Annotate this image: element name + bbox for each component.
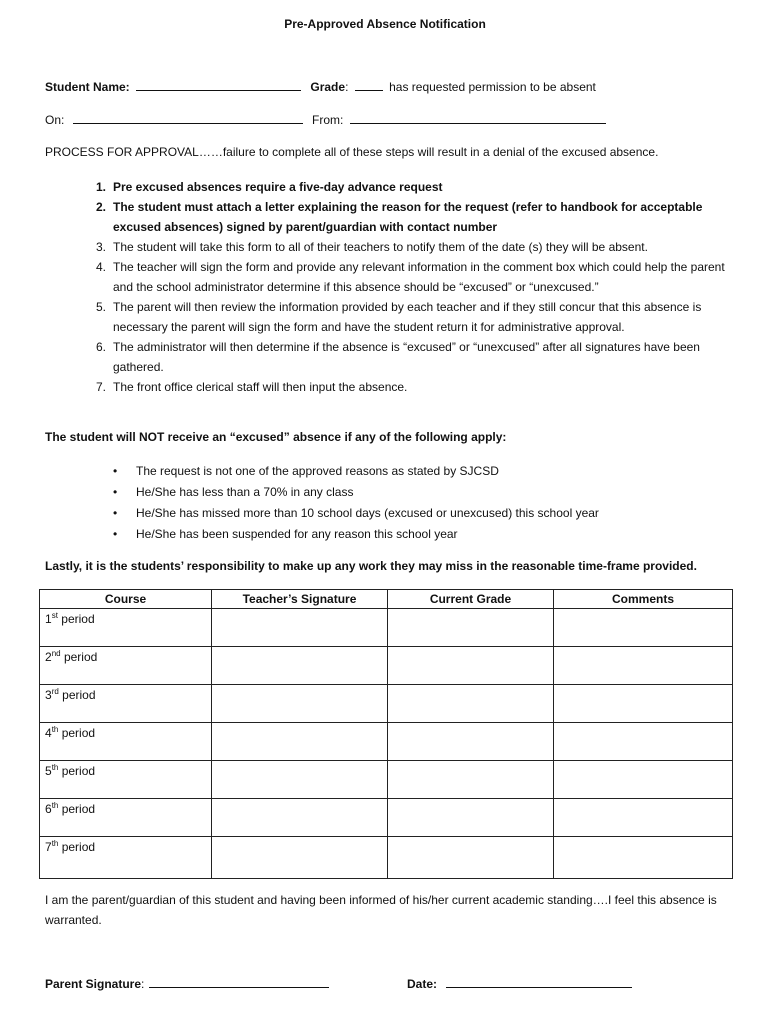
responsibility-note: Lastly, it is the students’ responsibility to make up any work they may miss in the reasonable time-frame provided.: [45, 559, 697, 573]
on-label: On:: [45, 113, 65, 127]
current-grade-header: Current Grade: [388, 590, 554, 609]
period-cell: [40, 837, 212, 879]
comments-cell[interactable]: [554, 609, 733, 647]
condition-text: He/She has been suspended for any reason this school year: [136, 527, 458, 541]
teacher-signature-cell[interactable]: [212, 609, 388, 647]
current-grade-cell[interactable]: [388, 647, 554, 685]
period-number: 3: [45, 688, 52, 702]
step-item: [88, 237, 728, 257]
table-row: [40, 761, 733, 799]
step-item: [88, 257, 728, 297]
date-label: Date:: [407, 977, 438, 991]
comments-cell[interactable]: [554, 761, 733, 799]
table-row: [40, 609, 733, 647]
period-cell: [40, 685, 212, 723]
table-header-row: [40, 590, 733, 609]
period-cell: [40, 799, 212, 837]
bullet-icon: •: [113, 527, 118, 541]
step-text: The parent will then review the information provided by each teacher and if they still concur that this absence is necessary the parent will sign the form and have the student return it for administrative approval.: [113, 300, 702, 334]
teacher-signature-cell[interactable]: [212, 799, 388, 837]
step-number: 4.: [95, 260, 106, 274]
teacher-signature-header: Teacher’s Signature: [212, 590, 388, 609]
period-number: 6: [45, 802, 52, 816]
condition-item: [113, 524, 599, 545]
teacher-signature-cell[interactable]: [212, 685, 388, 723]
period-word: period: [62, 688, 96, 702]
period-cell: [40, 609, 212, 647]
date-range-row: [45, 112, 606, 127]
teacher-signature-cell[interactable]: [212, 837, 388, 879]
period-cell: [40, 647, 212, 685]
condition-item: [113, 461, 599, 482]
period-number: 1: [45, 612, 52, 626]
period-cell: [40, 723, 212, 761]
teacher-signature-cell[interactable]: [212, 723, 388, 761]
student-name-label: Student Name:: [45, 80, 130, 94]
course-header: Course: [40, 590, 212, 609]
from-date-field[interactable]: [350, 112, 606, 124]
period-suffix: th: [51, 839, 59, 848]
period-suffix: rd: [51, 687, 59, 696]
parent-signature-row: Parent Signature:: [45, 976, 329, 991]
table-row: [40, 799, 733, 837]
step-item: [88, 337, 728, 377]
date-field[interactable]: [446, 976, 632, 988]
teacher-signature-cell[interactable]: [212, 761, 388, 799]
step-number: 3.: [95, 240, 106, 254]
period-suffix: th: [51, 725, 59, 734]
comments-header: Comments: [554, 590, 733, 609]
period-word: period: [61, 726, 96, 740]
condition-item: [113, 482, 599, 503]
step-item: [88, 197, 728, 237]
form-title: Pre-Approved Absence Notification: [284, 17, 486, 31]
step-item: [88, 297, 728, 337]
period-word: period: [61, 612, 95, 626]
step-number: 2.: [95, 200, 106, 214]
period-suffix: nd: [51, 649, 61, 658]
bullet-icon: •: [113, 485, 118, 499]
parent-statement: I am the parent/guardian of this student and having been informed of his/her current academic standing….I feel this absence is warranted.: [45, 893, 717, 927]
period-suffix: th: [51, 801, 59, 810]
comments-cell[interactable]: [554, 799, 733, 837]
step-item: [88, 177, 728, 197]
student-info-row: [45, 79, 596, 94]
comments-cell[interactable]: [554, 837, 733, 879]
process-text: PROCESS FOR APPROVAL……failure to complete all of these steps will result in a denial of the excused absence.: [45, 145, 659, 159]
condition-text: He/She has missed more than 10 school days (excused or unexcused) this school year: [136, 506, 599, 520]
approval-steps-list: [88, 177, 728, 397]
table-row: [40, 837, 733, 879]
period-suffix: st: [51, 611, 58, 620]
step-text: Pre excused absences require a five-day advance request: [113, 180, 443, 194]
condition-text: He/She has less than a 70% in any class: [136, 485, 354, 499]
parent-signature-field[interactable]: [149, 976, 329, 988]
grade-label: Grade: [310, 80, 346, 94]
step-number: 7.: [95, 380, 106, 394]
grade-field[interactable]: [355, 79, 383, 91]
step-text: The teacher will sign the form and provide any relevant information in the comment box which could help the parent and the school administrator determine if this absence should be “excused” or “unexcused.”: [113, 260, 725, 294]
table-row: [40, 647, 733, 685]
step-text: The front office clerical staff will then input the absence.: [113, 380, 408, 394]
step-text: The student must attach a letter explaining the reason for the request (refer to handbook for acceptable excused absences) signed by parent/guardian with contact number: [113, 200, 703, 234]
period-word: period: [61, 802, 96, 816]
period-number: 2: [45, 650, 52, 664]
period-number: 4: [45, 726, 52, 740]
step-text: The administrator will then determine if the absence is “excused” or “unexcused” after all signatures have been gathered.: [113, 340, 700, 374]
comments-cell[interactable]: [554, 685, 733, 723]
date-row: [407, 976, 632, 991]
period-number: 5: [45, 764, 52, 778]
step-number: 6.: [95, 340, 106, 354]
period-word: period: [63, 650, 98, 664]
bullet-icon: •: [113, 464, 118, 478]
condition-text: The request is not one of the approved reasons as stated by SJCSD: [136, 464, 499, 478]
period-word: period: [61, 764, 96, 778]
table-row: [40, 723, 733, 761]
period-suffix: th: [51, 763, 59, 772]
parent-signature-label: Parent Signature: [45, 977, 142, 991]
step-number: 1.: [95, 180, 106, 194]
current-grade-cell[interactable]: [388, 837, 554, 879]
comments-cell[interactable]: [554, 647, 733, 685]
from-label: From:: [312, 113, 344, 127]
not-excused-conditions-list: [113, 461, 599, 545]
teacher-signature-table: [39, 589, 733, 879]
grade-colon: :: [345, 80, 349, 94]
step-text: The student will take this form to all of their teachers to notify them of the date (s) they will be absent.: [113, 240, 648, 254]
period-number: 7: [45, 840, 52, 854]
condition-item: [113, 503, 599, 524]
current-grade-cell[interactable]: [388, 685, 554, 723]
comments-cell[interactable]: [554, 723, 733, 761]
period-cell: [40, 761, 212, 799]
current-grade-cell[interactable]: [388, 609, 554, 647]
step-number: 5.: [95, 300, 106, 314]
student-name-field[interactable]: [136, 79, 301, 91]
current-grade-cell[interactable]: [388, 799, 554, 837]
requested-text: has requested permission to be absent: [389, 80, 596, 94]
bullet-icon: •: [113, 506, 118, 520]
period-word: period: [61, 840, 96, 854]
table-row: [40, 685, 733, 723]
step-item: [88, 377, 728, 397]
teacher-signature-cell[interactable]: [212, 647, 388, 685]
not-excused-heading: The student will NOT receive an “excused” absence if any of the following apply:: [45, 430, 507, 444]
current-grade-cell[interactable]: [388, 723, 554, 761]
current-grade-cell[interactable]: [388, 761, 554, 799]
on-date-field[interactable]: [73, 112, 303, 124]
